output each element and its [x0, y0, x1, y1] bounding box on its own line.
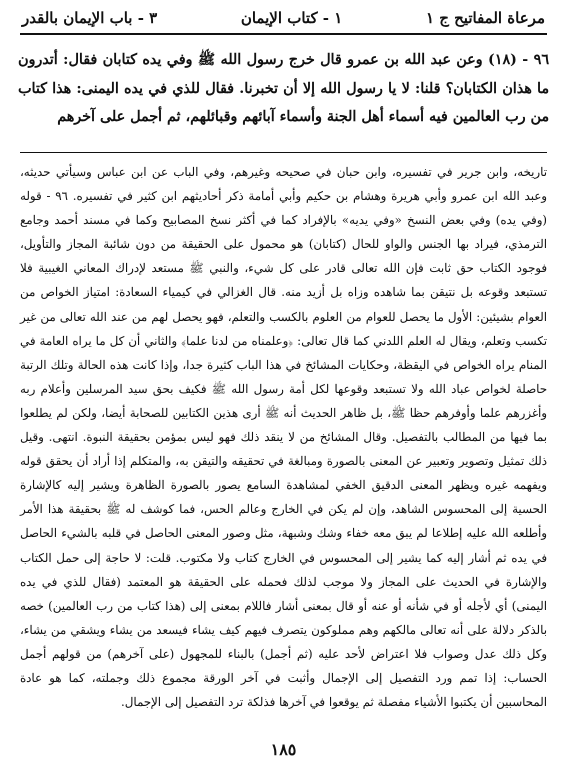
chapter-title: ١ - كتاب الإيمان — [240, 9, 343, 27]
commentary-text: تاريخه، وابن جرير في تفسيره، وابن حبان في صحيحه وغيرهم، وفي الباب عن ابن عباس وسيأتي حديثه، وعبد الله ابن عمرو وأبي هريرة وهشام بن حكيم وأبي أمامة ذكر أحاديثهم ابن كثير في تفسيره. ٩٦ - قوله (وفي يده) وفي بعض النسخ «وفي يديه» بالإفراد كما في أكثر نسخ المصابيح وكما في مسند أحمد وجامع الترمذي، فيراد بها الجنس والواو للحال (كتابان) هو محمول على الحقيقة من دون شائبة المجاز والتأويل، فوجود الكتاب حق ثابت فإن الله تعالى قادر على كل شيء، والنبي ﷺ مستعد لإدراك المعاني الغيبية فلا تستبعد وقوعه بل نتيقن بما شاهده وزاه بل أزيد منه. قال الغزالي في كيمياء السعادة: امتياز الخواص من العوام بشيئين: الأول ما يحصل للعوام من العلوم بالكسب والتعلم، فهو يحصل لهم من عند الله تعالى من غير تكسب وتعلم، ويقال له العلم اللدني كما قال تعالى: ﴿وعلمناه من لدنا علما﴾ والثاني أن كل ما يراه العامة في المنام يراه الخواص في اليقظة، وحكايات المشائخ في هذا الباب كثيرة جدا، وإذا كانت هذه الحالة وتلك الرتبة حاصلة لخواص عباد الله ولا تستبعد وقوعها لكل أمة رسول الله ﷺ فكيف بحق سيد المرسلين وأعلام ربه وأغزرهم علما وأوفرهم حظا ﷺ، بل ظاهر الحديث أنه ﷺ أرى هذين الكتابين للصحابة أيضا، ولكن لم يطلعوا بما فيها من المطالب بالتفصيل. وقال المشائخ من لا ينقد ذلك فهو ليس بمؤمن بحقيقة النبوة. انتهى. وقيل ذلك تمثيل وتصوير وتعبير عن المعنى بالصورة ومبالغة في تحقيقه والتيقن به، والمتكلم إذا أراد أن يحقق قوله ويفهمه غيره ويظهر المعنى الدقيق الخفي لمشاهدة السامع يصور بالصورة الظاهرة ويشير إليه كالإشارة الحسية إلى المحسوس الشاهد، وإن لم يكن في الخارج وعالم الحس، فما كوشف له ﷺ بحقيقة هذا الأمر وأطلعه الله عليه إطلاعا لم يبق معه خفاء وشك وشبهة، مثل وصور المعنى الحاصل في قلبه بالشيء الحاصل في يده ثم أشار إليه كما يشير إلى المحسوس في الخارج كتاب ولا مكتوب. قلت: لا حاجة إلى حمل الكتاب والإشارة في الحديث على المجاز ولا موجب لذلك فحمله على الحقيقة هو المعتمد (فقال للذي في يده اليمنى) أي لأجله أو في شأنه أو عنه أو قال بمعنى أشار فاللام بمعنى إلى (هذا كتاب من رب العالمين) خصه بالذكر دلالة على أنه تعالى مالكهم وهم مملوكون يتصرف فيهم كيف يشاء فيسعد من يشاء ويشقي من يشاء، وكل ذلك عدل وصواب فلا اعتراض لأحد عليه (ثم أجمل) بالبناء للمجهول (على آخرهم) من قولهم أجمل الحساب: إذا تمم ورد التفصيل إلى الإجمال وأثبت في آخر الورقة مجموع ذلك وجملته، كما هو عادة المحاسبين أن يكتبوا الأشياء مفصلة ثم يوقعوا في آخرها فذلكة ترد التفصيل إلى الإجمال. — [20, 165, 547, 710]
header-rule — [20, 33, 547, 35]
section-title: ٣ - باب الإيمان بالقدر — [22, 9, 158, 27]
book-title: مرعاة المفاتيح ج ١ — [425, 9, 545, 27]
section-divider — [20, 152, 547, 153]
running-header — [22, 4, 545, 32]
hadith-text-block — [18, 46, 549, 132]
commentary-block — [20, 160, 547, 714]
hadith-text: ٩٦ - (١٨) وعن عبد الله بن عمرو قال خرج رسول الله ﷺ وفي يده كتابان فقال: أتدرون ما هذان الكتابان؟ قلنا: لا يا رسول الله إلا أن تخبرنا. فقال للذي في يده اليمنى: هذا كتاب من رب العالمين فيه أسماء أهل الجنة وأسماء آبائهم وقبائلهم، ثم أجمل على آخرهم — [18, 52, 550, 125]
page-number: ١٨٥ — [270, 740, 297, 759]
